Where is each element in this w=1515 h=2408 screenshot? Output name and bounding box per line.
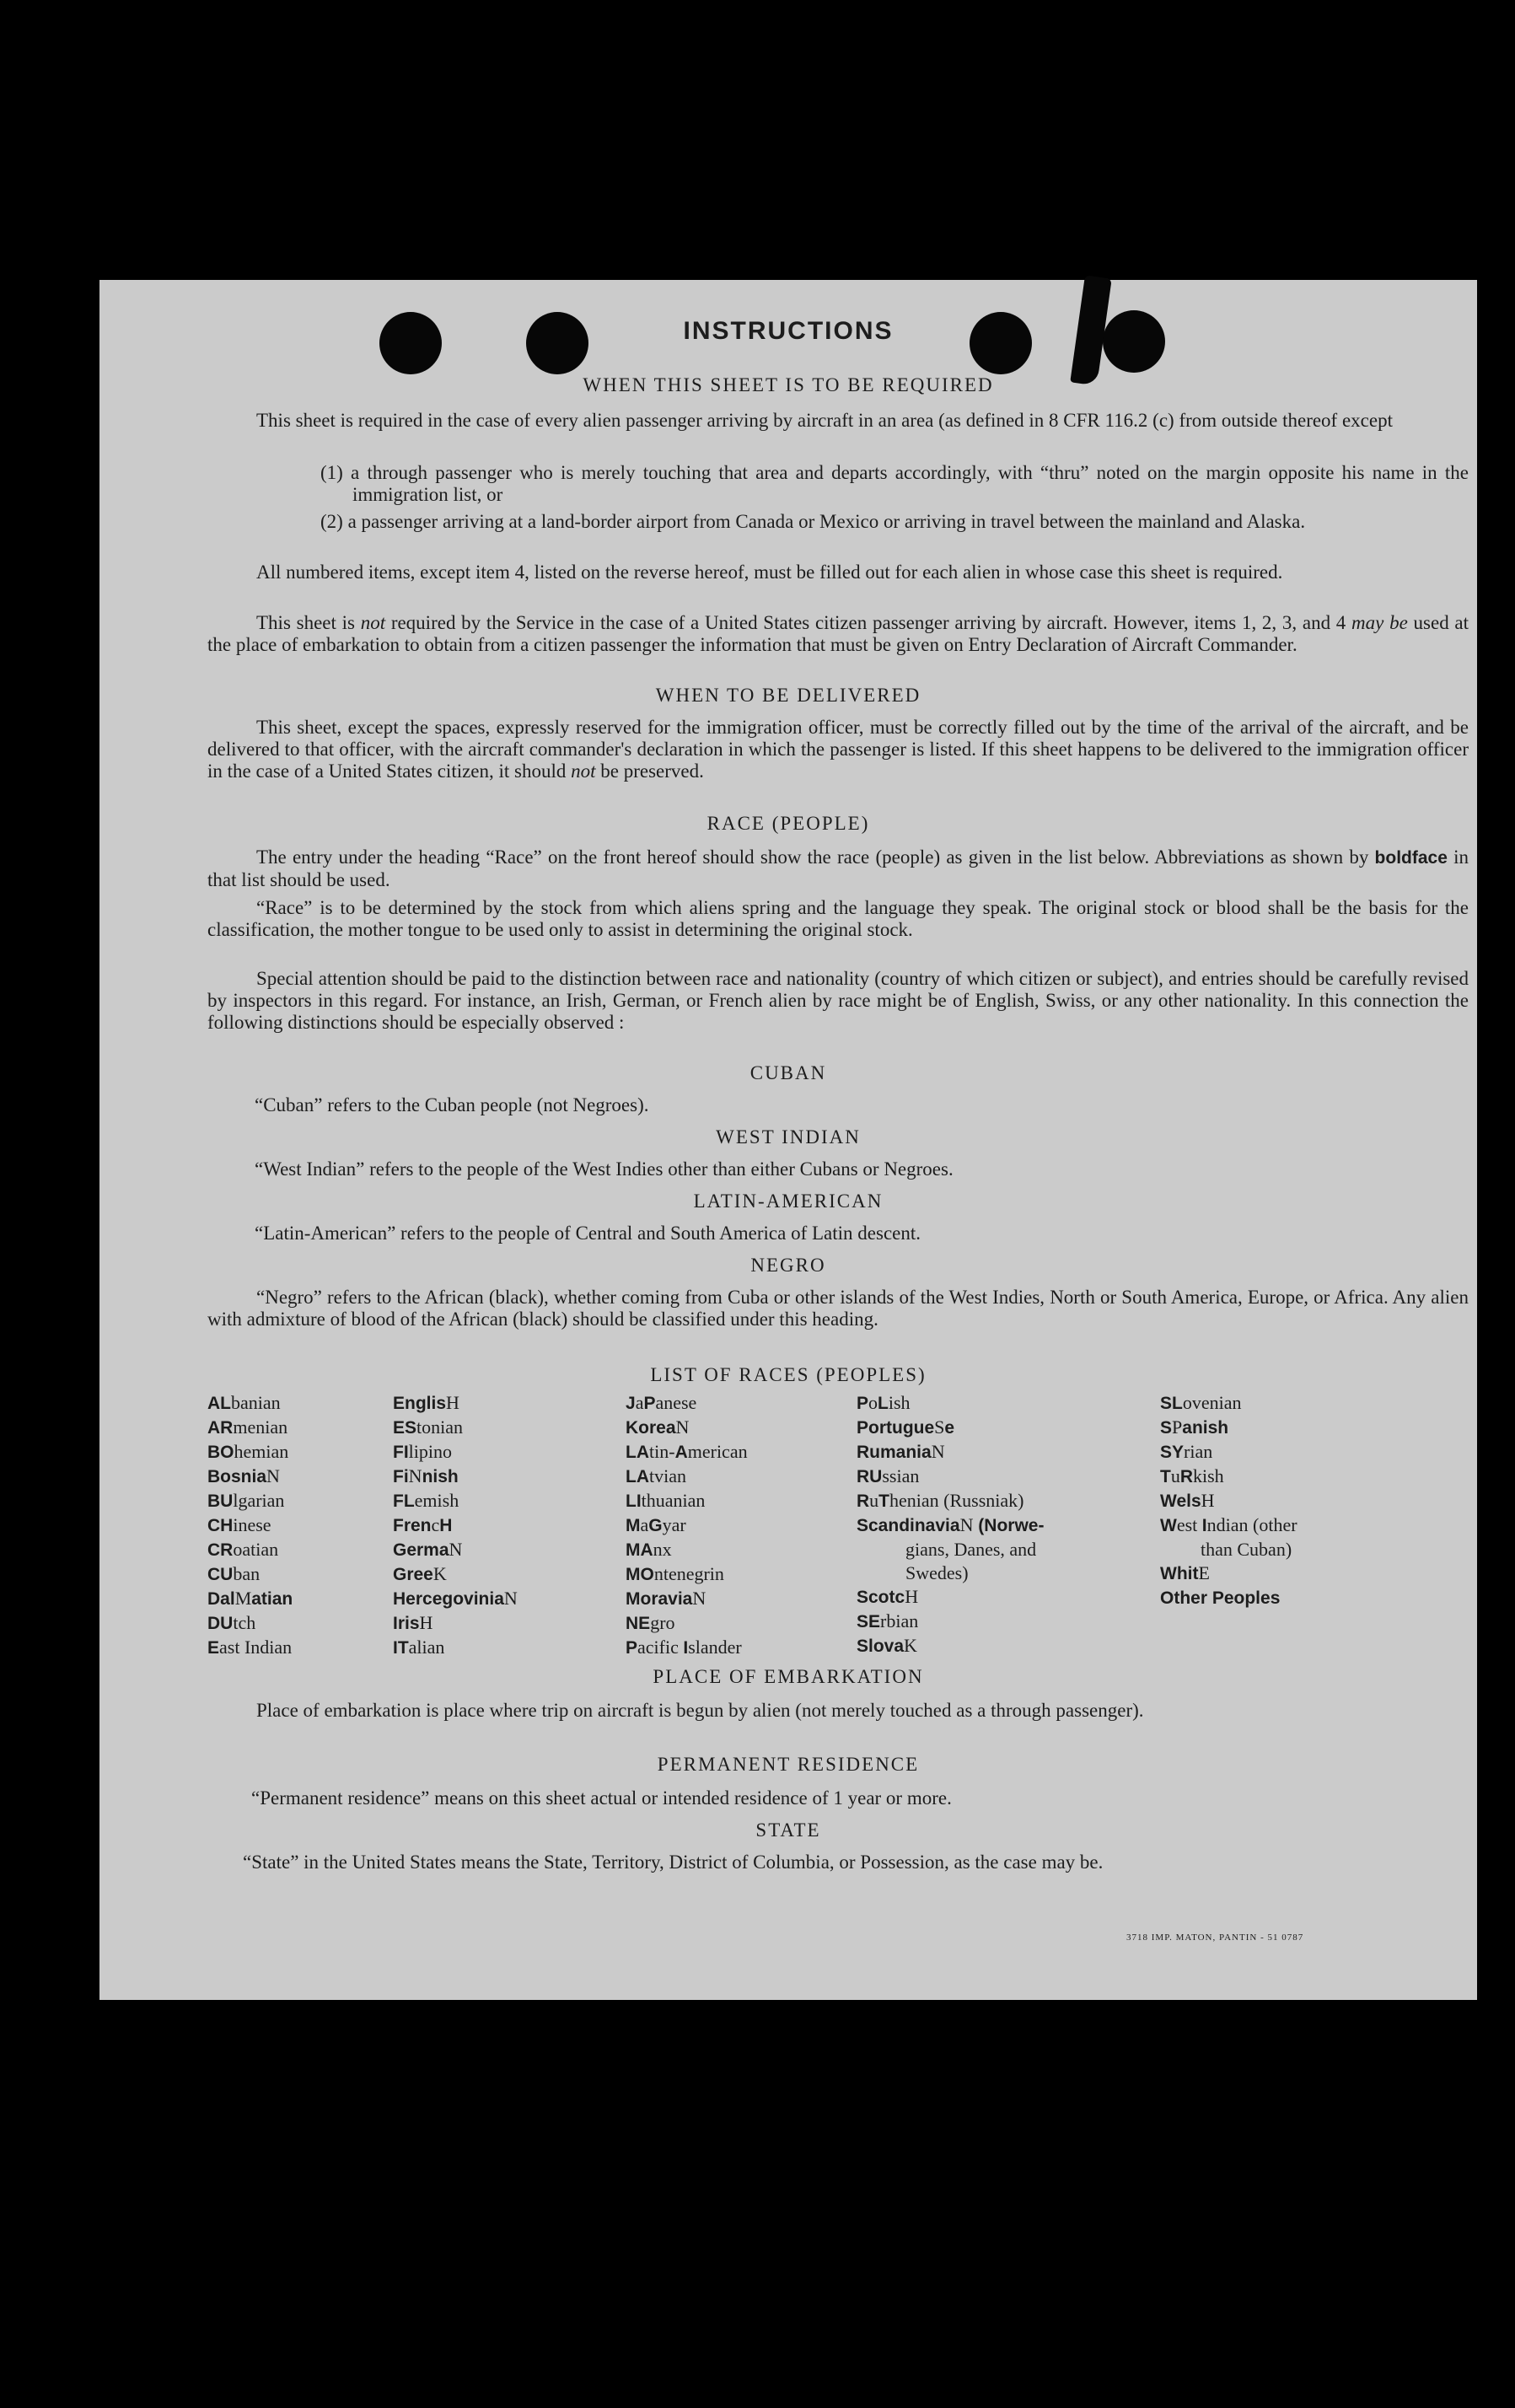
heading-race: RACE (PEOPLE): [706, 813, 870, 834]
race-entry: RuThenian (Russniak): [857, 1490, 1024, 1511]
race-entry: LAtvian: [626, 1465, 686, 1486]
race-entry: LAtin-American: [626, 1441, 748, 1462]
race-entry: FiNnish: [393, 1465, 459, 1486]
race-entry: FrencH: [393, 1514, 453, 1535]
race-entry: BUlgarian: [207, 1490, 285, 1511]
races-column-5: [1160, 1391, 1297, 1610]
para-numbered-items: All numbered items, except item 4, listed on the reverse hereof, must be filled out for each alien in whose case this sheet is required.: [256, 562, 1283, 583]
race-entry: GreeK: [393, 1563, 447, 1584]
race-entry: LIthuanian: [626, 1490, 706, 1511]
race-entry: PoLish: [857, 1392, 911, 1413]
races-column-4: [857, 1391, 1044, 1658]
para-required-intro: This sheet is required in the case of every alien passenger arriving by aircraft in an area (as defined in 8 CFR 116.2 (c) from outside thereof except: [256, 410, 1393, 431]
race-entry: ITalian: [393, 1637, 445, 1658]
race-entry: CUban: [207, 1563, 261, 1584]
races-column-2: [393, 1391, 518, 1660]
race-entry: Pacific Islander: [626, 1637, 742, 1658]
race-entry: ALbanian: [207, 1392, 281, 1413]
para-exception-1: (1) a through passenger who is merely touching that area and departs accordingly, with “thru” noted on the margin opposite his name in the immigration list, or: [320, 462, 1469, 505]
race-entry: MoraviaN: [626, 1588, 706, 1609]
race-entry: EnglisH: [393, 1392, 459, 1413]
race-entry: MaGyar: [626, 1514, 686, 1535]
race-entry: MOntenegrin: [626, 1563, 724, 1584]
para-race-3: Special attention should be paid to the distinction between race and nationality (country of which citizen or subject), and entries should be carefully revised by inspectors in this regard. For instance, an Irish, German, or French alien by race might be of English, Swiss, or any other nationality. In this connection the following distinctions should be especially observed :: [207, 968, 1469, 1033]
race-entry: CHinese: [207, 1514, 271, 1535]
race-entry: JaPanese: [626, 1392, 697, 1413]
heading-when-required: WHEN THIS SHEET IS TO BE REQUIRED: [583, 374, 994, 395]
race-entry: IrisH: [393, 1612, 433, 1633]
heading-list-of-races: LIST OF RACES (PEOPLES): [650, 1364, 927, 1385]
race-entry: PortugueSe: [857, 1416, 955, 1438]
race-entry: gians, Danes, and: [905, 1539, 1037, 1560]
race-entry: FIlipino: [393, 1441, 453, 1462]
race-entry: SLovenian: [1160, 1392, 1242, 1413]
race-entry: Swedes): [905, 1562, 969, 1583]
race-entry: EStonian: [393, 1416, 464, 1438]
race-entry: KoreaN: [626, 1416, 690, 1438]
race-entry: FLemish: [393, 1490, 459, 1511]
race-entry: TuRkish: [1160, 1465, 1224, 1486]
heading-west-indian: WEST INDIAN: [716, 1126, 861, 1148]
instruction-sheet: [99, 280, 1477, 2000]
race-entry: ScotcH: [857, 1586, 919, 1607]
para-race-2: “Race” is to be determined by the stock from which aliens spring and the language they speak. The original stock or blood shall be the basis for the classification, the mother tongue to be used only to assist in determining the original stock.: [207, 897, 1469, 940]
race-entry: RUssian: [857, 1465, 920, 1486]
heading-when-delivered: WHEN TO BE DELIVERED: [655, 685, 921, 706]
heading-embarkation: PLACE OF EMBARKATION: [653, 1666, 924, 1687]
races-column-1: [207, 1391, 293, 1660]
para-latin-american: “Latin-American” refers to the people of Central and South America of Latin descent.: [255, 1223, 921, 1244]
race-entry: SErbian: [857, 1610, 919, 1631]
para-exception-2: (2) a passenger arriving at a land-border airport from Canada or Mexico or arriving in travel between the mainland and Alaska.: [320, 511, 1306, 532]
race-entry: SlovaK: [857, 1635, 917, 1656]
race-entry: SYrian: [1160, 1441, 1213, 1462]
para-west-indian: “West Indian” refers to the people of the West Indies other than either Cubans or Negroes.: [255, 1158, 954, 1180]
heading-negro: NEGRO: [750, 1255, 826, 1276]
race-entry: than Cuban): [1201, 1539, 1292, 1560]
page-title: INSTRUCTIONS: [683, 317, 894, 345]
race-entry: SPanish: [1160, 1416, 1229, 1438]
heading-cuban: CUBAN: [749, 1062, 827, 1083]
race-entry: West Indian (other: [1160, 1514, 1297, 1535]
race-entry: ARmenian: [207, 1416, 288, 1438]
print-footnote: 3718 IMP. MATON, PANTIN - 51 0787: [1126, 1932, 1304, 1943]
race-entry: BOhemian: [207, 1441, 289, 1462]
heading-latin-american: LATIN-AMERICAN: [693, 1191, 884, 1212]
race-entry: DalMatian: [207, 1588, 293, 1609]
race-entry: HercegoviniaN: [393, 1588, 518, 1609]
race-entry: Other Peoples: [1160, 1588, 1281, 1608]
para-negro: “Negro” refers to the African (black), whether coming from Cuba or other islands of the West Indies, North or South America, Europe, or Africa. Any alien with admixture of blood of the African (black) should be classified under this heading.: [207, 1287, 1469, 1330]
para-permanent-residence: “Permanent residence” means on this sheet actual or intended residence of 1 year or more.: [251, 1787, 952, 1809]
para-cuban: “Cuban” refers to the Cuban people (not Negroes).: [255, 1094, 649, 1115]
race-entry: RumaniaN: [857, 1441, 945, 1462]
race-entry: GermaN: [393, 1539, 463, 1560]
race-entry: WhitE: [1160, 1562, 1210, 1583]
para-delivered: This sheet, except the spaces, expressly reserved for the immigration officer, must be correctly filled out by the time of the arrival of the aircraft, and be delivered to that officer, with the aircraft commander's declaration in which the passenger is listed. If this sheet happens to be delivered to the immigration officer in the case of a United States citizen, it should not be preserved.: [207, 717, 1469, 782]
race-entry: BosniaN: [207, 1465, 280, 1486]
race-entry: East Indian: [207, 1637, 293, 1658]
para-embarkation: Place of embarkation is place where trip on aircraft is begun by alien (not merely touched as a through passenger).: [256, 1700, 1144, 1721]
heading-state: STATE: [755, 1819, 821, 1841]
race-entry: CRoatian: [207, 1539, 279, 1560]
race-entry: MAnx: [626, 1539, 672, 1560]
para-race-1: The entry under the heading “Race” on the front hereof should show the race (people) as given in the list below. Abbreviations as shown by boldface in that list should be used.: [207, 847, 1469, 890]
race-entry: DUtch: [207, 1612, 256, 1633]
races-column-3: [626, 1391, 748, 1660]
heading-permanent-residence: PERMANENT RESIDENCE: [657, 1754, 920, 1775]
race-entry: NEgro: [626, 1612, 675, 1633]
race-entry: ScandinaviaN (Norwe-: [857, 1514, 1045, 1535]
race-entry: WelsH: [1160, 1490, 1215, 1511]
para-citizen-passenger: This sheet is not required by the Service in the case of a United States citizen passenger arriving by aircraft. However, items 1, 2, 3, and 4 may be used at the place of embarkation to obtain from a citizen passenger the information that must be given on Entry Declaration of Aircraft Commander.: [207, 612, 1469, 655]
para-state: “State” in the United States means the State, Territory, District of Columbia, or Possession, as the case may be.: [243, 1852, 1104, 1873]
